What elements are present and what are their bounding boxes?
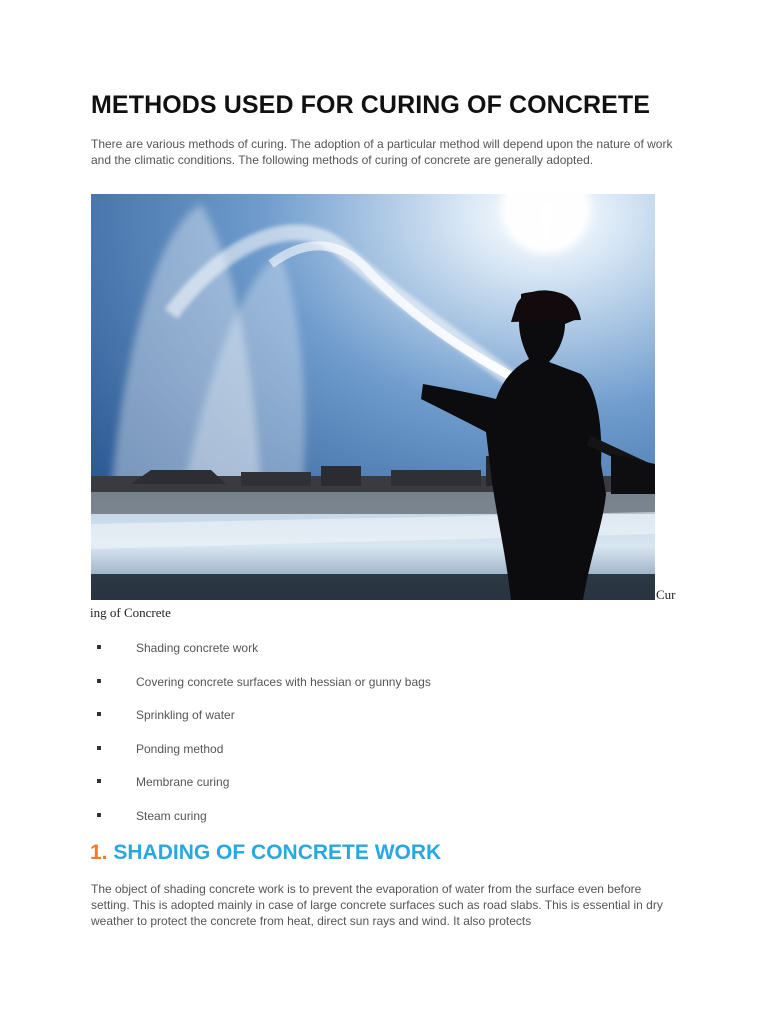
section-title: SHADING OF CONCRETE WORK (113, 841, 442, 864)
bullet-icon (97, 645, 101, 649)
section-body-paragraph: The object of shading concrete work is to prevent the evaporation of water from the surface even before setting. This is adopted mainly in case of large concrete surfaces such as road slabs. This is essential in dry weather to protect the concrete from heat, direct sun rays and wind. It also protects (91, 882, 663, 928)
list-item (0, 808, 768, 842)
bullet-icon (97, 679, 101, 683)
bullet-icon (97, 746, 101, 750)
list-item (0, 640, 768, 674)
list-item-text: Steam curing (136, 808, 207, 823)
intro-paragraph: There are various methods of curing. The adoption of a particular method will depend upon the nature of work and the climatic conditions. The following methods of curing of concrete are generally adopted. (91, 137, 673, 167)
page-title: METHODS USED FOR CURING OF CONCRETE (91, 91, 651, 119)
list-item (0, 741, 768, 775)
list-item (0, 774, 768, 808)
list-item-text: Ponding method (136, 741, 224, 756)
bullet-icon (97, 779, 101, 783)
list-item (0, 707, 768, 741)
curing-methods-list (0, 640, 768, 842)
section-number: 1. (90, 841, 108, 864)
bullet-icon (97, 712, 101, 716)
section-heading-shading (90, 841, 441, 865)
list-item-text: Membrane curing (136, 775, 230, 790)
list-item-text: Covering concrete surfaces with hessian or gunny bags (136, 674, 431, 689)
list-item-text: Sprinkling of water (136, 708, 235, 723)
list-item (0, 674, 768, 708)
image-caption-end: ing of Concrete (90, 605, 171, 620)
list-item-text: Shading concrete work (136, 641, 259, 655)
curing-photo (91, 194, 655, 600)
bullet-icon (97, 813, 101, 817)
image-caption-start: Cur (656, 587, 676, 602)
